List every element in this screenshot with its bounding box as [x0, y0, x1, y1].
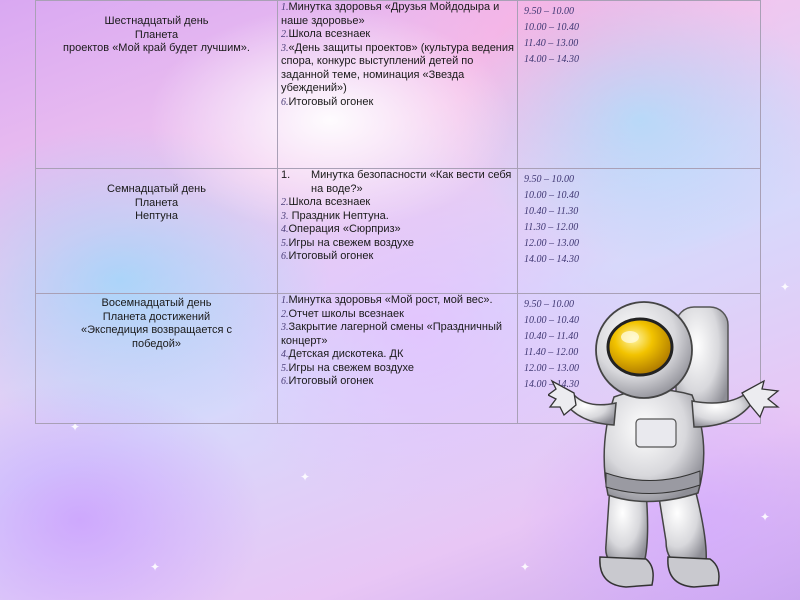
time-slot: 14.00 – 14.30 [524, 54, 579, 65]
time-slot: 12.00 – 13.00 [524, 238, 579, 249]
activity-item: 5.Игры на свежем воздухе [281, 361, 414, 374]
times-cell [518, 169, 761, 294]
activity-item: 6.Итоговый огонек [281, 375, 374, 387]
time-slot: 11.30 – 12.00 [524, 222, 579, 233]
astronaut-figure [548, 295, 788, 595]
time-slot: 10.40 – 11.30 [524, 206, 579, 217]
activities-cell [278, 294, 518, 424]
day-cell [36, 1, 278, 169]
activity-item: 4.Детская дискотека. ДК [281, 348, 404, 360]
activity-item: 2.Школа всезнаек [281, 196, 371, 208]
activity-item: 6.Итоговый огонек [281, 250, 374, 262]
sparkle-icon: ✦ [150, 560, 161, 574]
activity-item: 3. Праздник Нептуна. [281, 209, 389, 222]
time-slot: 9.50 – 10.00 [524, 299, 574, 310]
activity-item: 3.Закрытие лагерной смены «Праздничный концерт» [281, 321, 503, 347]
activities-cell [278, 1, 518, 169]
times-cell [518, 1, 761, 169]
time-slot: 12.00 – 13.00 [524, 363, 579, 374]
sparkle-icon: ✦ [70, 420, 81, 434]
activity-item: 3.«День защиты проектов» (культура ведения спора, конкурс выступлений детей по заданной теме, номинация «Звезда убеждений») [281, 41, 514, 94]
activity-item: 1.Минутка здоровья «Мой рост, мой вес». [281, 294, 493, 306]
sparkle-icon: ✦ [780, 280, 791, 294]
table-row [36, 1, 761, 169]
sparkle-icon: ✦ [520, 560, 531, 574]
time-slot: 10.00 – 10.40 [524, 190, 579, 201]
day-planet: Планета [134, 196, 179, 209]
sparkle-icon: ✦ [760, 510, 771, 524]
activity-item: 6.Итоговый огонек [281, 95, 374, 108]
time-slot: 10.00 – 10.40 [524, 22, 579, 33]
time-slot: 10.00 – 10.40 [524, 315, 579, 326]
day-theme: Нептуна [135, 210, 178, 222]
time-slot: 11.40 – 13.00 [524, 38, 579, 49]
activity-item: 5.Игры на свежем воздухе [281, 236, 414, 249]
day-cell [36, 169, 278, 294]
day-theme: проектов «Мой край будет лучшим». [63, 42, 250, 54]
activity-item: 1.Минутка здоровья «Друзья Мойдодыра и наше здоровье» [281, 1, 500, 27]
day-title: Восемнадцатый день [101, 297, 212, 309]
day-theme: «Экспедиция возвращается с [81, 324, 232, 336]
day-theme: победой» [132, 337, 181, 350]
activity-item: 2.Отчет школы всезнаек [281, 307, 404, 320]
activity-item: 4.Операция «Сюрприз» [281, 223, 401, 235]
time-slot: 10.40 – 11.40 [524, 331, 579, 342]
activity-item: 2.Школа всезнаек [281, 28, 371, 40]
time-slot: 9.50 – 10.00 [524, 6, 574, 17]
day-planet: Планета достижений [102, 310, 211, 323]
time-slot: 14.00 – 14.30 [524, 379, 579, 390]
day-cell [36, 294, 278, 424]
time-slot: 14.00 – 14.30 [524, 254, 579, 265]
activities-cell [278, 169, 518, 294]
sparkle-icon: ✦ [300, 470, 311, 484]
day-title: Шестнадцатый день [104, 15, 209, 27]
time-slot: 9.50 – 10.00 [524, 174, 574, 185]
table-row [36, 169, 761, 294]
day-title: Семнадцатый день [107, 183, 206, 195]
time-slot: 11.40 – 12.00 [524, 347, 579, 358]
day-planet: Планета [134, 28, 179, 41]
activity-item: 1. Минутка безопасности «Как вести себя на воде?» [281, 169, 512, 195]
